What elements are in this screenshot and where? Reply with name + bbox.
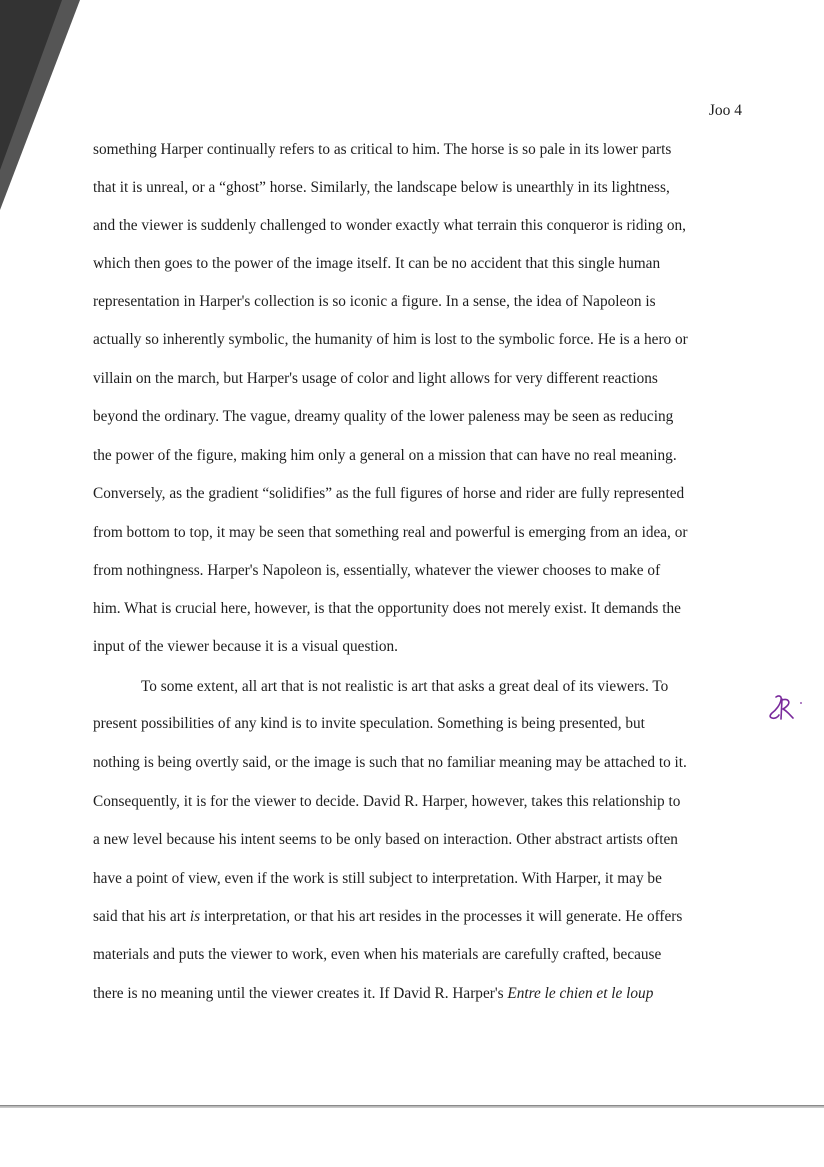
text-line: from bottom to top, it may be seen that something real and powerful is emerging from an idea, or — [93, 524, 688, 541]
text-line: him. What is crucial here, however, is that the opportunity does not merely exist. It demands the — [93, 600, 681, 617]
text-line: Conversely, as the gradient “solidifies” as the full figures of horse and rider are fully represented — [93, 485, 685, 502]
handwritten-initials — [764, 691, 804, 725]
text-line: there is no meaning until the viewer creates it. If David R. Harper's Entre le chien et le loup — [93, 985, 654, 1002]
text-line: and the viewer is suddenly challenged to wonder exactly what terrain this conqueror is riding on, — [93, 217, 687, 234]
text-line: beyond the ordinary. The vague, dreamy quality of the lower paleness may be seen as reducing — [93, 408, 674, 425]
text-line: a new level because his intent seems to be only based on interaction. Other abstract artists often — [93, 831, 678, 848]
emphasis-is: is — [189, 908, 201, 925]
text-line: nothing is being overtly said, or the image is such that no familiar meaning may be attached to it. — [93, 754, 687, 771]
scan-edge-line — [0, 1100, 824, 1114]
text-line: villain on the march, but Harper's usage of color and light allows for very different reactions — [93, 370, 658, 387]
artwork-title: Entre le chien et le loup — [507, 985, 654, 1002]
text-line: said that his art is interpretation, or that his art resides in the processes it will generate. He offers — [93, 908, 683, 925]
text-line: have a point of view, even if the work is still subject to interpretation. With Harper, it may be — [93, 870, 662, 887]
text-line: input of the viewer because it is a visual question. — [93, 638, 399, 655]
text-line: representation in Harper's collection is so iconic a figure. In a sense, the idea of Napoleon is — [93, 293, 656, 310]
text-line: materials and puts the viewer to work, even when his materials are carefully crafted, because — [93, 946, 662, 963]
text-line: something Harper continually refers to as critical to him. The horse is so pale in its lower parts — [93, 141, 672, 158]
text-line: present possibilities of any kind is to invite speculation. Something is being presented, but — [93, 715, 645, 732]
scan-fold-shadow — [0, 0, 80, 220]
text-line: Consequently, it is for the viewer to decide. David R. Harper, however, takes this relationship to — [93, 793, 681, 810]
text-line: the power of the figure, making him only a general on a mission that can have no real meaning. — [93, 447, 677, 464]
text-line: To some extent, all art that is not realistic is art that asks a great deal of its viewers. To — [141, 678, 669, 695]
text-line: that it is unreal, or a “ghost” horse. Similarly, the landscape below is unearthly in its lightness, — [93, 179, 670, 196]
text-line: actually so inherently symbolic, the humanity of him is lost to the symbolic force. He is a hero or — [93, 331, 688, 348]
text-line: from nothingness. Harper's Napoleon is, essentially, whatever the viewer chooses to make of — [93, 562, 661, 579]
page-number: Joo 4 — [708, 102, 742, 119]
text-line: which then goes to the power of the image itself. It can be no accident that this single human — [93, 255, 661, 272]
